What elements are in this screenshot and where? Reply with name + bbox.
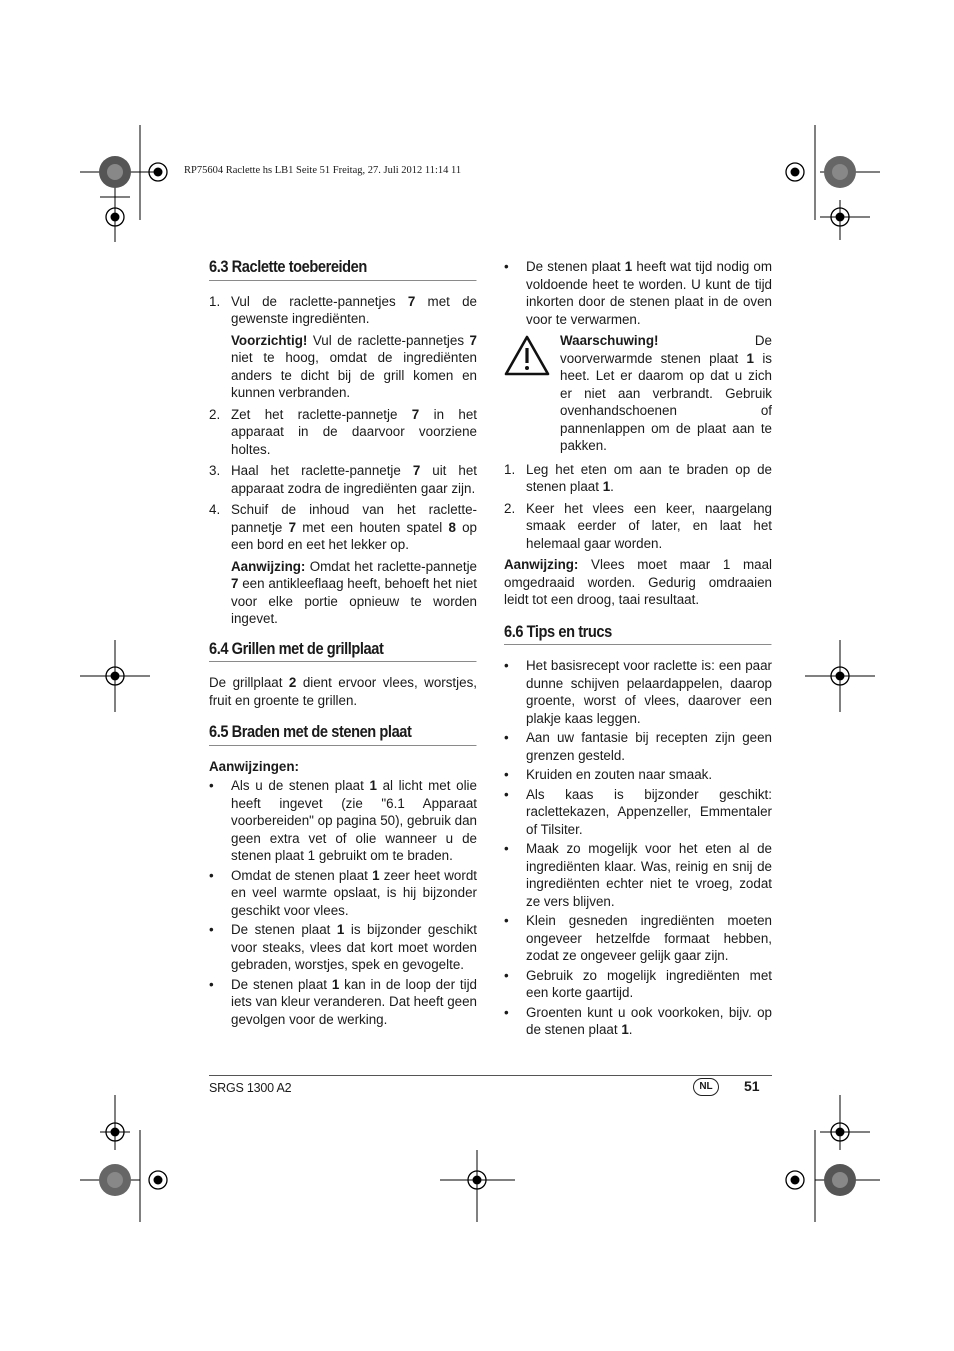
list-item: [209, 501, 477, 554]
ref-number: 7: [411, 406, 420, 422]
list-item: [504, 461, 772, 496]
text-run: niet te hoog, omdat de ingrediënten anders te dicht bij de grill komen en kunnen verbranden.: [231, 350, 477, 400]
text-run: De voorverwarmde stenen plaat: [560, 333, 772, 366]
right-column: [504, 258, 772, 1041]
page-number: 51: [744, 1078, 760, 1094]
text-run: De stenen plaat: [526, 259, 625, 274]
text-run: is heet. Let er daarom op dat u zich er niet aan verbrandt. Gebruik ovenhandschoenen of pannenlappen om de plaat aan te pakken.: [560, 350, 772, 453]
ref-number: 7: [407, 293, 416, 309]
bullet-item: [504, 258, 772, 328]
text-run: .: [628, 1022, 633, 1037]
item-number: 2.: [504, 500, 516, 516]
item-text: [231, 921, 477, 974]
list-item: [209, 406, 477, 459]
section-title-6-5: 6.5 Braden met de stenen plaat: [209, 723, 476, 746]
item-text: [231, 501, 477, 554]
hint-note: [504, 556, 772, 609]
text-run: dient ervoor vlees, worstjes, fruit en groente te grillen.: [209, 675, 477, 708]
item-number: 1.: [504, 461, 516, 477]
text-run: De stenen plaat: [231, 976, 332, 992]
section-title-6-4: 6.4 Grillen met de grillplaat: [209, 640, 476, 663]
hint-label: Aanwijzing:: [231, 558, 306, 574]
ref-number: 8: [448, 519, 456, 535]
bullet-glyph: •: [209, 867, 214, 883]
item-text: [231, 293, 477, 328]
bullet-item: [504, 766, 772, 784]
text-run: met de gewenste ingrediënten.: [231, 293, 477, 326]
bullet-glyph: •: [504, 841, 509, 856]
item-number: 2.: [209, 406, 221, 422]
item-text: [231, 406, 477, 459]
bullet-item: [504, 840, 772, 910]
ref-number: 2: [288, 675, 297, 690]
language-badge: NL: [693, 1078, 719, 1096]
text-run: Leg het eten om aan te braden op de stenen plaat: [526, 461, 772, 494]
item-number: 4.: [209, 502, 221, 517]
ref-number: 1: [336, 922, 345, 937]
bullet-glyph: •: [504, 967, 509, 983]
bullet-item: [504, 657, 772, 727]
ref-number: 1: [602, 479, 611, 494]
text-run: Omdat het raclette-pannetje: [305, 558, 477, 574]
bullet-glyph: •: [504, 786, 509, 802]
bullet-glyph: •: [209, 922, 214, 937]
text-run: zeer heet wordt en veel warmte opslaat, is hij bijzonder geschikt voor vlees.: [231, 867, 477, 918]
bullet-glyph: •: [504, 767, 509, 782]
footer-rule: [209, 1075, 772, 1076]
text-run: Omdat de stenen plaat: [231, 867, 373, 883]
text-run: Zet het raclette-pannetje: [231, 406, 412, 422]
text-run: in het apparaat in de daarvoor voorziene holtes.: [231, 406, 478, 457]
text-run: Groenten kunt u ook voorkoken, bijv. op de stenen plaat: [526, 1004, 772, 1037]
ref-number: 1: [369, 778, 377, 793]
footer-model: SRGS 1300 A2: [209, 1081, 292, 1095]
bullet-glyph: •: [504, 259, 509, 274]
hint-note: [231, 558, 477, 628]
bullet-item: [504, 967, 772, 1002]
list-item: [504, 500, 772, 553]
text-run: is bijzonder geschikt voor steaks, vlees dat kort moet worden gebraden, worstjes, spek en gevogelte.: [231, 922, 477, 972]
bullet-glyph: •: [504, 913, 509, 928]
hints-label: Aanwijzingen:: [209, 758, 300, 774]
text-run: al licht met olie heeft ingevet (zie "6.1 Apparaat voorbereiden" op pagina 50), gebruik dan geen extra vet of olie wanneer u de stenen plaat 1 gebruikt om te braden.: [231, 778, 477, 863]
item-text: [526, 258, 772, 328]
item-text: [526, 461, 772, 496]
item-text: [526, 1004, 772, 1039]
item-text: [231, 462, 477, 497]
item-text: [231, 867, 477, 920]
caution-label: Voorzichtig!: [231, 332, 308, 348]
item-text: [231, 777, 477, 865]
bullet-item: [209, 921, 477, 974]
text-run: een antikleeflaag heeft, behoeft het niet voor elke portie opnieuw te worden ingevet.: [231, 576, 477, 626]
bullet-glyph: •: [504, 658, 509, 673]
text-run: .: [610, 479, 614, 494]
section-title-6-6: 6.6 Tips en trucs: [504, 623, 771, 646]
bullet-item: [504, 912, 772, 965]
text-run: op een bord en eet het lekker op.: [231, 519, 477, 552]
warning-label: Waarschuwing!: [560, 333, 659, 348]
ref-number: 1: [624, 259, 633, 274]
warning-triangle-icon: [504, 332, 560, 455]
item-number: 1.: [209, 293, 221, 309]
text-run: Vul de raclette-pannetjes: [231, 293, 408, 309]
text-run: Schuif de inhoud van het raclette-pannetje: [231, 502, 477, 535]
list-item: [209, 293, 477, 328]
item-text: Als kaas is bijzonder geschikt: raclettekazen, Appenzeller, Emmentaler of Tilsiter.: [526, 786, 772, 837]
hint-label: Aanwijzing:: [504, 557, 579, 572]
text-run: met een houten spatel: [296, 519, 449, 535]
bullet-glyph: •: [504, 730, 509, 745]
bullet-item: [504, 786, 772, 839]
warning-text: [560, 332, 772, 455]
text-run: Haal het raclette-pannetje: [231, 463, 413, 478]
left-column: [209, 258, 477, 1030]
text-run: Vul de raclette-pannetjes: [307, 332, 470, 348]
ref-number: 1: [746, 350, 754, 366]
ref-number: 7: [412, 463, 421, 478]
text-run: De stenen plaat: [231, 922, 337, 937]
text-run: De grillplaat: [209, 675, 289, 690]
section-title-6-3: 6.3 Raclette toebereiden: [209, 258, 476, 281]
bullet-item: [209, 976, 477, 1029]
item-number: 3.: [209, 463, 221, 478]
item-text: Keer het vlees een keer, naargelang smaak eerder of later, en laat het helemaal gaar worden.: [526, 500, 772, 551]
text-run: kan in de loop der tijd iets van kleur veranderen. Dat heeft geen gevolgen voor de werking.: [231, 976, 477, 1027]
bullet-item: [504, 1004, 772, 1039]
text-run: uit het apparaat zodra de ingrediënten gaar zijn.: [231, 463, 477, 496]
list-item: [209, 462, 477, 497]
bullet-glyph: •: [209, 976, 214, 992]
item-text: Klein gesneden ingrediënten moeten ongeveer hetzelfde formaat hebben, zodat ze ongeveer gelijk gaar zijn.: [526, 913, 772, 963]
text-run: Als u de stenen plaat: [231, 778, 370, 793]
item-text: Kruiden en zouten naar smaak.: [526, 767, 713, 782]
bullet-glyph: •: [504, 1004, 509, 1020]
bullet-item: [209, 867, 477, 920]
ref-number: 1: [331, 976, 340, 992]
ref-number: 7: [231, 576, 239, 591]
ref-number: 7: [288, 519, 297, 535]
item-text: Aan uw fantasie bij recepten zijn geen grenzen gesteld.: [526, 730, 772, 763]
caution-note: [231, 332, 477, 402]
bullet-item: [209, 777, 477, 865]
item-text: [231, 976, 477, 1029]
print-slug: RP75604 Raclette hs LB1 Seite 51 Freitag, 27. Juli 2012 11:14 11: [184, 165, 462, 176]
ref-number: 1: [621, 1022, 629, 1037]
ref-number: 1: [372, 867, 380, 883]
item-text: Het basisrecept voor raclette is: een paar dunne schijven pelaardappelen, daarop groente, worst of vlees, daarover een plakje kaas leggen.: [526, 658, 772, 726]
item-text: Gebruik zo mogelijk ingrediënten met een korte gaartijd.: [526, 967, 772, 1000]
ref-number: 7: [469, 332, 477, 348]
bullet-glyph: •: [209, 778, 214, 793]
paragraph: [209, 674, 477, 709]
text-run: heeft wat tijd nodig om voldoende heet te worden. U kunt de tijd inkorten door de stenen plaat in de oven voor te verwarmen.: [526, 259, 772, 327]
warning-block: [504, 332, 772, 455]
item-text: Maak zo mogelijk voor het eten al de ingrediënten klaar. Was, reinig en snij de ingrediënten echter niet te vroeg, zodat ze vers blijven.: [526, 841, 772, 909]
bullet-item: [504, 729, 772, 764]
text-run: Vlees moet maar 1 maal omgedraaid worden. Gedurig omdraaien leidt tot een droog, taai resultaat.: [504, 557, 772, 607]
